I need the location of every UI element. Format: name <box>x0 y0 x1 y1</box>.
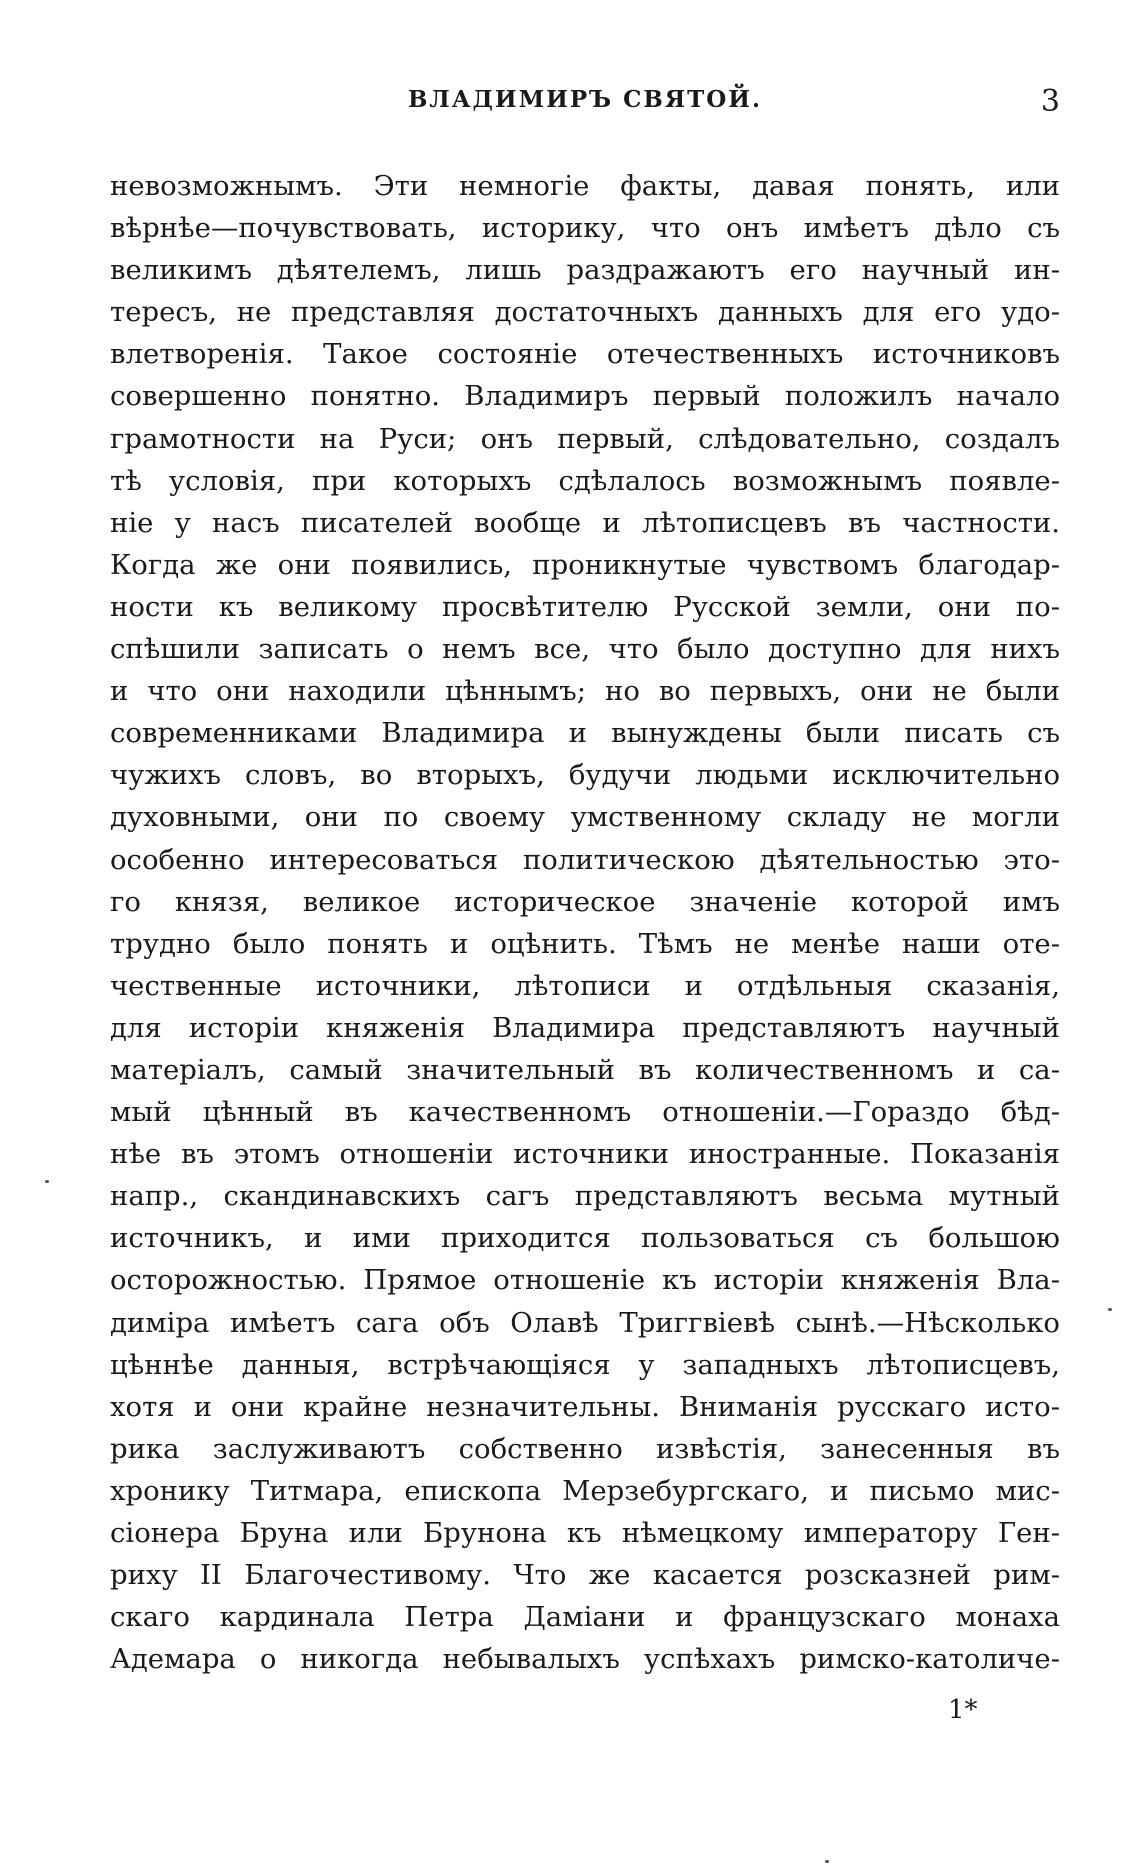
text-line: тересъ, не представляя достаточныхъ данныхъ для его удо- <box>110 296 1060 329</box>
text-line: спѣшили записать о немъ все, что было доступно для нихъ <box>110 633 1060 666</box>
print-speck <box>45 1180 49 1183</box>
signature-mark: 1* <box>948 1695 978 1725</box>
text-line: тѣ условія, при которыхъ сдѣлалось возможнымъ появле- <box>110 464 1060 497</box>
text-line: напр., скандинавскихъ сагъ представляютъ весьма мутный <box>110 1180 1060 1213</box>
running-title: ВЛАДИМИРЪ СВЯТОЙ. <box>407 86 763 113</box>
text-line: риху II Благочестивому. Что же касается розсказней рим- <box>110 1559 1060 1592</box>
print-speck <box>1108 1308 1112 1311</box>
text-line: диміра имѣетъ сага объ Олавѣ Триггвіевѣ сынѣ.—Нѣсколько <box>110 1306 1060 1339</box>
text-line: нѣе въ этомъ отношеніи источники иностранные. Показанія <box>110 1138 1060 1171</box>
text-line: скаго кардинала Петра Даміани и французскаго монаха <box>110 1601 1060 1634</box>
text-line: современниками Владимира и вынуждены были писать съ <box>110 717 1060 750</box>
text-line: хронику Титмара, епископа Мерзебургскаго, и письмо мис- <box>110 1474 1060 1507</box>
text-line: хотя и они крайне незначительны. Вниманія русскаго исто- <box>110 1390 1060 1423</box>
text-line: го князя, великое историческое значеніе которой имъ <box>110 885 1060 918</box>
text-line: духовными, они по своему умственному складу не могли <box>110 801 1060 834</box>
print-speck <box>825 1860 829 1863</box>
text-line: совершенно понятно. Владимиръ первый положилъ начало <box>110 380 1060 413</box>
text-line: Адемара о никогда небывалыхъ успѣхахъ римско-католиче- <box>110 1643 1060 1676</box>
text-line: влетворенія. Такое состояніе отечественныхъ источниковъ <box>110 338 1060 371</box>
page-number: 3 <box>1040 84 1060 119</box>
text-line: особенно интересоваться политическою дѣятельностью это- <box>110 843 1060 876</box>
text-line: цѣннѣе данныя, встрѣчающіяся у западныхъ лѣтописцевъ, <box>110 1348 1060 1381</box>
text-line: Когда же они появились, проникнутые чувствомъ благодар- <box>110 548 1060 581</box>
text-line: мый цѣнный въ качественномъ отношеніи.—Гораздо бѣд- <box>110 1096 1060 1129</box>
text-line: грамотности на Руси; онъ первый, слѣдовательно, создалъ <box>110 422 1060 455</box>
text-line: невозможнымъ. Эти немногіе факты, давая понять, или <box>110 170 1060 202</box>
text-line: чественные источники, лѣтописи и отдѣльныя сказанія, <box>110 969 1060 1002</box>
text-line: для исторіи княженія Владимира представляютъ научный <box>110 1011 1060 1044</box>
text-line: сіонера Бруна или Брунона къ нѣмецкому императору Ген- <box>110 1517 1060 1549</box>
text-line: чужихъ словъ, во вторыхъ, будучи людьми исключительно <box>110 759 1060 792</box>
body-text <box>110 165 1060 1680</box>
running-head <box>110 86 1060 126</box>
text-line: ніе у насъ писателей вообще и лѣтописцевъ въ частности. <box>110 506 1060 539</box>
text-line: источникъ, и ими приходится пользоваться съ большою <box>110 1222 1060 1255</box>
text-line: вѣрнѣе—почувствовать, историку, что онъ имѣетъ дѣло съ <box>110 212 1060 245</box>
text-line: ности къ великому просвѣтителю Русской земли, они по- <box>110 590 1060 623</box>
text-line: трудно было понять и оцѣнить. Тѣмъ не менѣе наши оте- <box>110 927 1060 960</box>
text-line: и что они находили цѣннымъ; но во первыхъ, они не были <box>110 675 1060 708</box>
text-line: осторожностью. Прямое отношеніе къ исторіи княженія Вла- <box>110 1264 1060 1297</box>
text-line: великимъ дѣятелемъ, лишь раздражаютъ его научный ин- <box>110 254 1060 287</box>
text-line: матеріалъ, самый значительный въ количественномъ и са- <box>110 1053 1060 1086</box>
text-line: рика заслуживаютъ собственно извѣстія, занесенныя въ <box>110 1432 1060 1465</box>
